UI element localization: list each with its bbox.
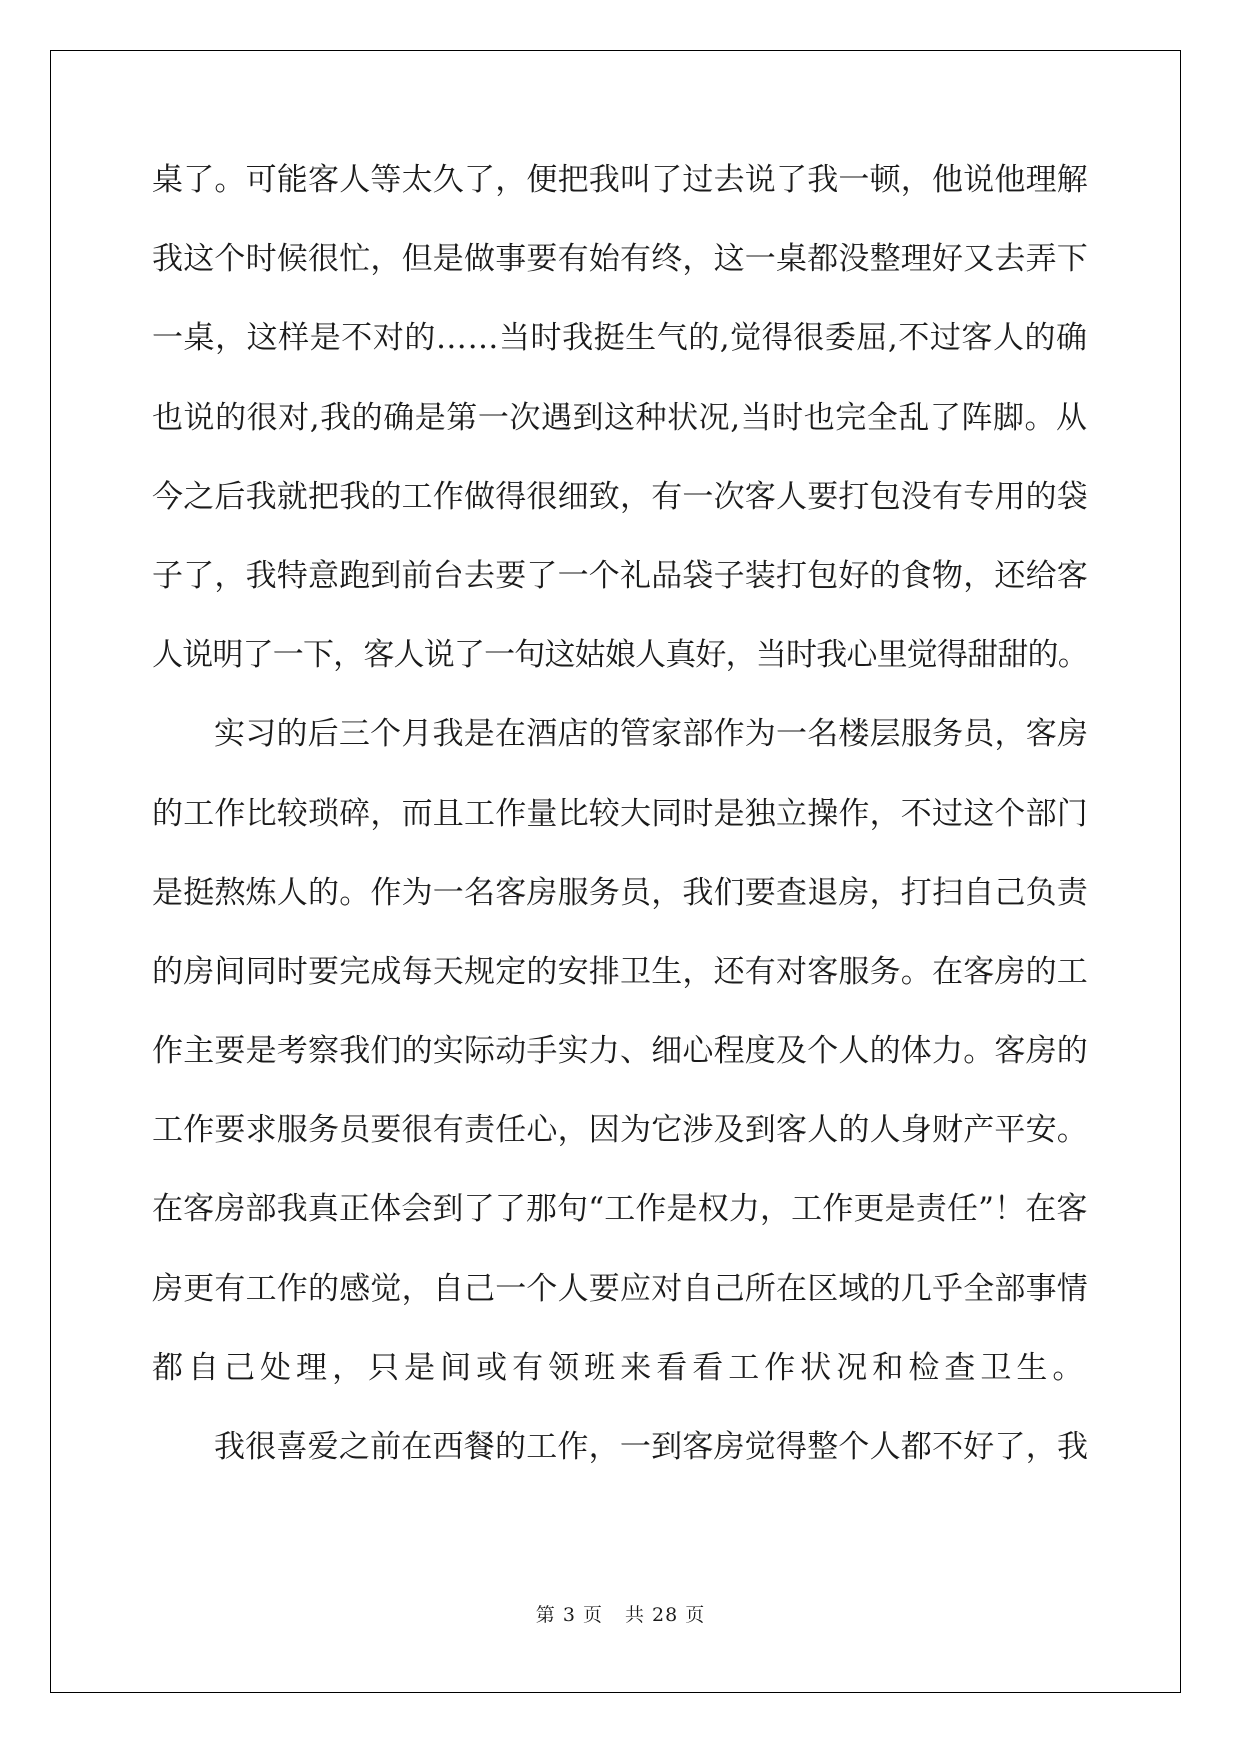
text-line: 人说明了一下，客人说了一句这姑娘人真好，当时我心里觉得甜甜的。	[152, 637, 1088, 674]
page-total: 共 28 页	[624, 1604, 706, 1626]
text-line: 今之后我就把我的工作做得很细致，有一次客人要打包没有专用的袋	[152, 478, 1088, 515]
document-body	[152, 160, 1088, 1506]
page-number: 第 3 页	[535, 1604, 603, 1626]
page-footer	[0, 1600, 1241, 1627]
text-line: 房更有工作的感觉，自己一个人要应对自己所在区域的几乎全部事情	[152, 1270, 1088, 1307]
text-line: 也说的很对,我的确是第一次遇到这种状况,当时也完全乱了阵脚。从	[152, 399, 1088, 436]
text-line: 的工作比较琐碎，而且工作量比较大同时是独立操作，不过这个部门	[152, 795, 1088, 832]
text-line: 是挺熬炼人的。作为一名客房服务员，我们要查退房，打扫自己负责	[152, 874, 1088, 911]
text-line: 都自己处理，只是间或有领班来看看工作状况和检查卫生。	[152, 1349, 1089, 1386]
text-line: 桌了。可能客人等太久了，便把我叫了过去说了我一顿，他说他理解	[152, 162, 1088, 198]
text-line: 子了，我特意跑到前台去要了一个礼品袋子装打包好的食物，还给客	[152, 557, 1088, 594]
text-line: 作主要是考察我们的实际动手实力、细心程度及个人的体力。客房的	[152, 1033, 1088, 1070]
text-line: 我这个时候很忙，但是做事要有始有终，这一桌都没整理好又去弄下	[152, 241, 1088, 278]
text-line: 的房间同时要完成每天规定的安排卫生，还有对客服务。在客房的工	[152, 953, 1088, 990]
text-line: 工作要求服务员要很有责任心，因为它涉及到客人的人身财产平安。	[152, 1112, 1088, 1149]
text-line: 实习的后三个月我是在酒店的管家部作为一名楼层服务员，客房	[214, 716, 1089, 753]
text-line: 我很喜爱之前在西餐的工作，一到客房觉得整个人都不好了，我	[214, 1429, 1089, 1465]
text-line: 一桌，这样是不对的……当时我挺生气的,觉得很委屈,不过客人的确	[152, 320, 1088, 357]
text-line: 在客房部我真正体会到了了那句“工作是权力，工作更是责任”！在客	[152, 1191, 1088, 1228]
